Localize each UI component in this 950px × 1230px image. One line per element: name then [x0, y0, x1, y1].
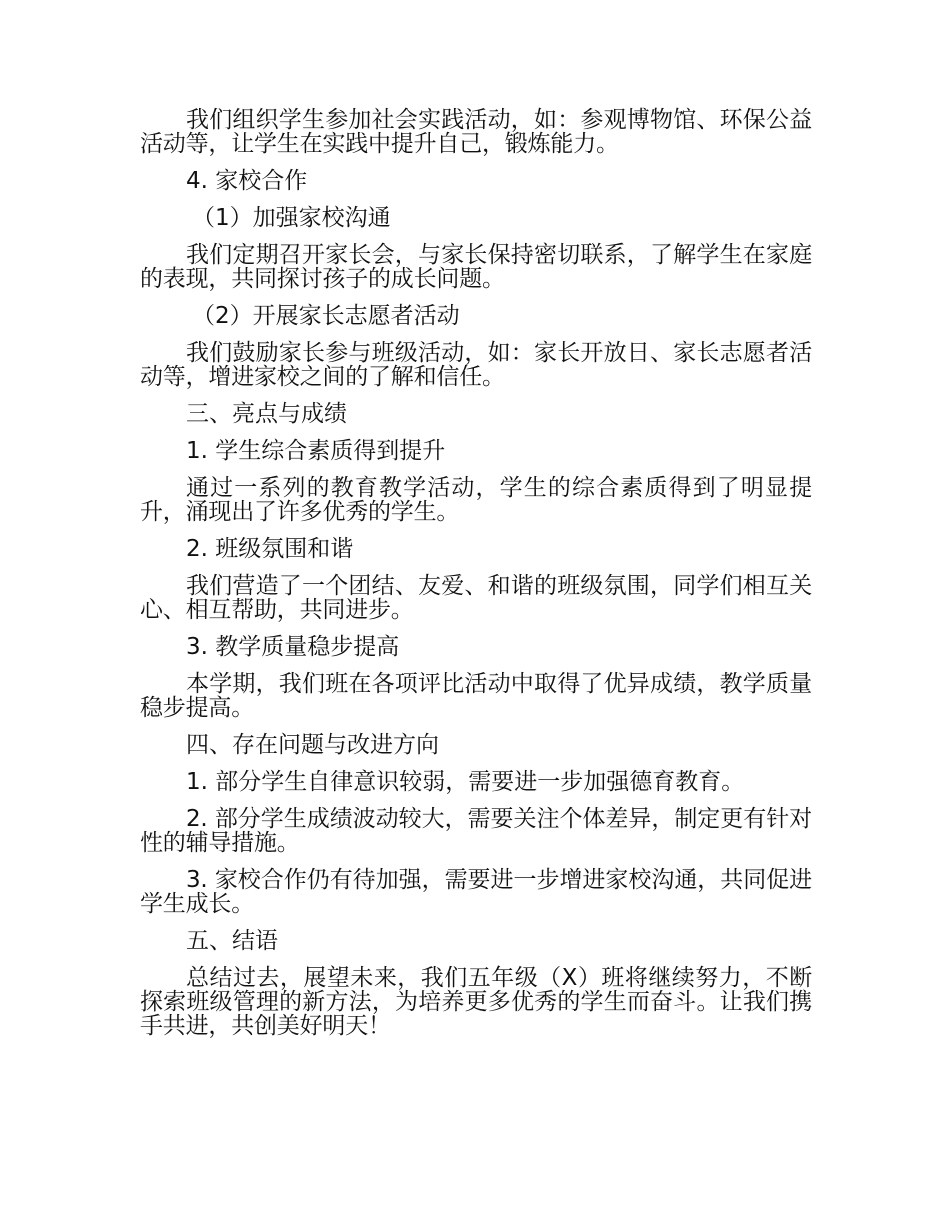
document-body: [140, 108, 812, 1051]
problem-item-3: 3. 家校合作仍有待加强，需要进一步增进家校沟通，共同促进学生成长。: [140, 867, 812, 917]
paragraph-parent-activities: 我们鼓励家长参与班级活动，如：家长开放日、家长志愿者活动等，增进家校之间的了解和信任。: [140, 340, 812, 390]
paragraph-social-practice: 我们组织学生参加社会实践活动，如：参观博物馆、环保公益活动等，让学生在实践中提升自己，锻炼能力。: [140, 107, 812, 157]
paragraph-student-quality: 通过一系列的教育教学活动，学生的综合素质得到了明显提升，涌现出了许多优秀的学生。: [140, 475, 812, 525]
problem-item-1: 1. 部分学生自律意识较弱，需要进一步加强德育教育。: [186, 769, 745, 795]
sub-heading-communication: （1）加强家校沟通: [192, 205, 391, 231]
heading-class-atmosphere: 2. 班级氛围和谐: [186, 536, 354, 562]
section-heading-problems: 四、存在问题与改进方向: [186, 732, 439, 758]
paragraph-class-atmosphere: 我们营造了一个团结、友爱、和谐的班级氛围，同学们相互关心、相互帮助，共同进步。: [140, 573, 812, 623]
section-heading-highlights: 三、亮点与成绩: [186, 401, 347, 427]
problem-item-2: 2. 部分学生成绩波动较大，需要关注个体差异，制定更有针对性的辅导措施。: [140, 806, 812, 856]
paragraph-parent-meetings: 我们定期召开家长会，与家长保持密切联系，了解学生在家庭的表现，共同探讨孩子的成长问题。: [140, 242, 812, 292]
heading-teaching-quality: 3. 教学质量稳步提高: [186, 634, 400, 660]
section-heading-home-school: 4. 家校合作: [186, 168, 308, 194]
heading-student-quality: 1. 学生综合素质得到提升: [186, 438, 446, 464]
paragraph-conclusion: 总结过去，展望未来，我们五年级（X）班将继续努力，不断探索班级管理的新方法，为培养更多优秀的学生而奋斗。让我们携手共进，共创美好明天！: [140, 965, 812, 1039]
paragraph-teaching-quality: 本学期，我们班在各项评比活动中取得了优异成绩，教学质量稳步提高。: [140, 671, 812, 721]
section-heading-conclusion: 五、结语: [186, 928, 278, 954]
sub-heading-volunteers: （2）开展家长志愿者活动: [192, 303, 460, 329]
